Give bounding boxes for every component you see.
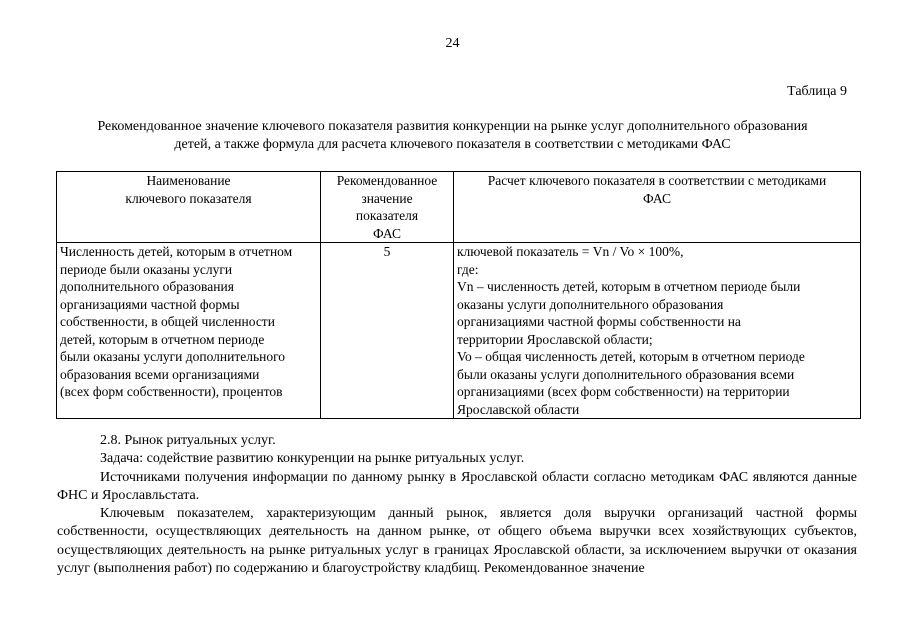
cell-line: Vn – численность детей, которым в отчетном периоде были xyxy=(457,279,801,294)
paragraph: Источниками получения информации по данному рынку в Ярославской области согласно методикам ФАС являются данные ФНС и Ярославльстата. xyxy=(57,469,857,503)
cell-line: были оказаны услуги дополнительного xyxy=(60,349,286,364)
cell-line: оказаны услуги дополнительного образования xyxy=(457,296,724,312)
cell-line: Vo – общая численность детей, которым в отчетном периоде xyxy=(457,349,805,364)
header-text: ФАС xyxy=(643,190,671,206)
cell-line: собственности, в общей численности xyxy=(60,314,275,329)
header-text: ключевого показателя xyxy=(125,190,252,206)
paragraph: Задача: содействие развитию конкуренции на рынке ритуальных услуг. xyxy=(100,451,525,467)
paragraph: Ключевым показателем, характеризующим данный рынок, является доля выручки организаций частной формы собственности, осуществляющих деятельность на данном рынке, от общего объема выручки всех хозяйствующих субъектов, осуществляющих деятельность на рынке ритуальных услуг в границах Ярославской области, за исключением выручки от оказания услуг (выполнения работ) по содержанию и благоустройству кладбищ. Рекомендованное значение xyxy=(57,506,857,577)
cell-recommended-value: 5 xyxy=(321,243,454,419)
cell-line: детей, которым в отчетном периоде xyxy=(60,331,265,347)
table-caption xyxy=(50,118,855,154)
cell-line: Численность детей, которым в отчетном xyxy=(60,244,293,259)
header-text: Расчет ключевого показателя в соответствии с методиками xyxy=(487,173,827,188)
header-text: значение xyxy=(361,190,413,206)
header-text: Наименование xyxy=(146,173,231,188)
cell-line: Ярославской области xyxy=(457,401,580,417)
table-row xyxy=(57,243,861,419)
cell-line: организациями частной формы собственности на xyxy=(457,314,741,329)
header-calculation xyxy=(454,172,861,243)
table-header-row xyxy=(57,172,861,243)
cell-line: организациями частной формы xyxy=(60,296,240,312)
header-text: Рекомендованное xyxy=(336,173,438,188)
caption-line: Рекомендованное значение ключевого показателя развития конкуренции на рынке услуг дополнительного образования xyxy=(97,119,808,134)
cell-line: образования всеми организациями xyxy=(60,366,260,382)
cell-calculation xyxy=(454,243,861,419)
cell-line: территории Ярославской области; xyxy=(457,331,653,347)
table-label: Таблица 9 xyxy=(787,84,847,99)
cell-line: были оказаны услуги дополнительного образования всеми xyxy=(457,366,795,382)
kpi-table xyxy=(56,171,861,419)
cell-line: где: xyxy=(457,261,479,277)
header-text: ФАС xyxy=(373,225,401,241)
section-heading: 2.8. Рынок ритуальных услуг. xyxy=(100,433,276,448)
cell-line: дополнительного образования xyxy=(60,279,234,294)
header-indicator-name xyxy=(57,172,321,243)
cell-line: (всех форм собственности), процентов xyxy=(60,384,283,399)
cell-line: организациями (всех форм собственности) на территории xyxy=(457,384,790,399)
cell-indicator-name xyxy=(57,243,321,419)
header-text: показателя xyxy=(355,208,419,223)
cell-line: периоде были оказаны услуги xyxy=(60,261,233,277)
caption-line: детей, а также формула для расчета ключевого показателя в соответствии с методиками ФАС xyxy=(174,137,731,152)
header-recommended-value xyxy=(321,172,454,243)
body-text xyxy=(57,432,857,578)
page-number: 24 xyxy=(445,36,460,51)
cell-line: ключевой показатель = Vn / Vo × 100%, xyxy=(457,244,684,259)
